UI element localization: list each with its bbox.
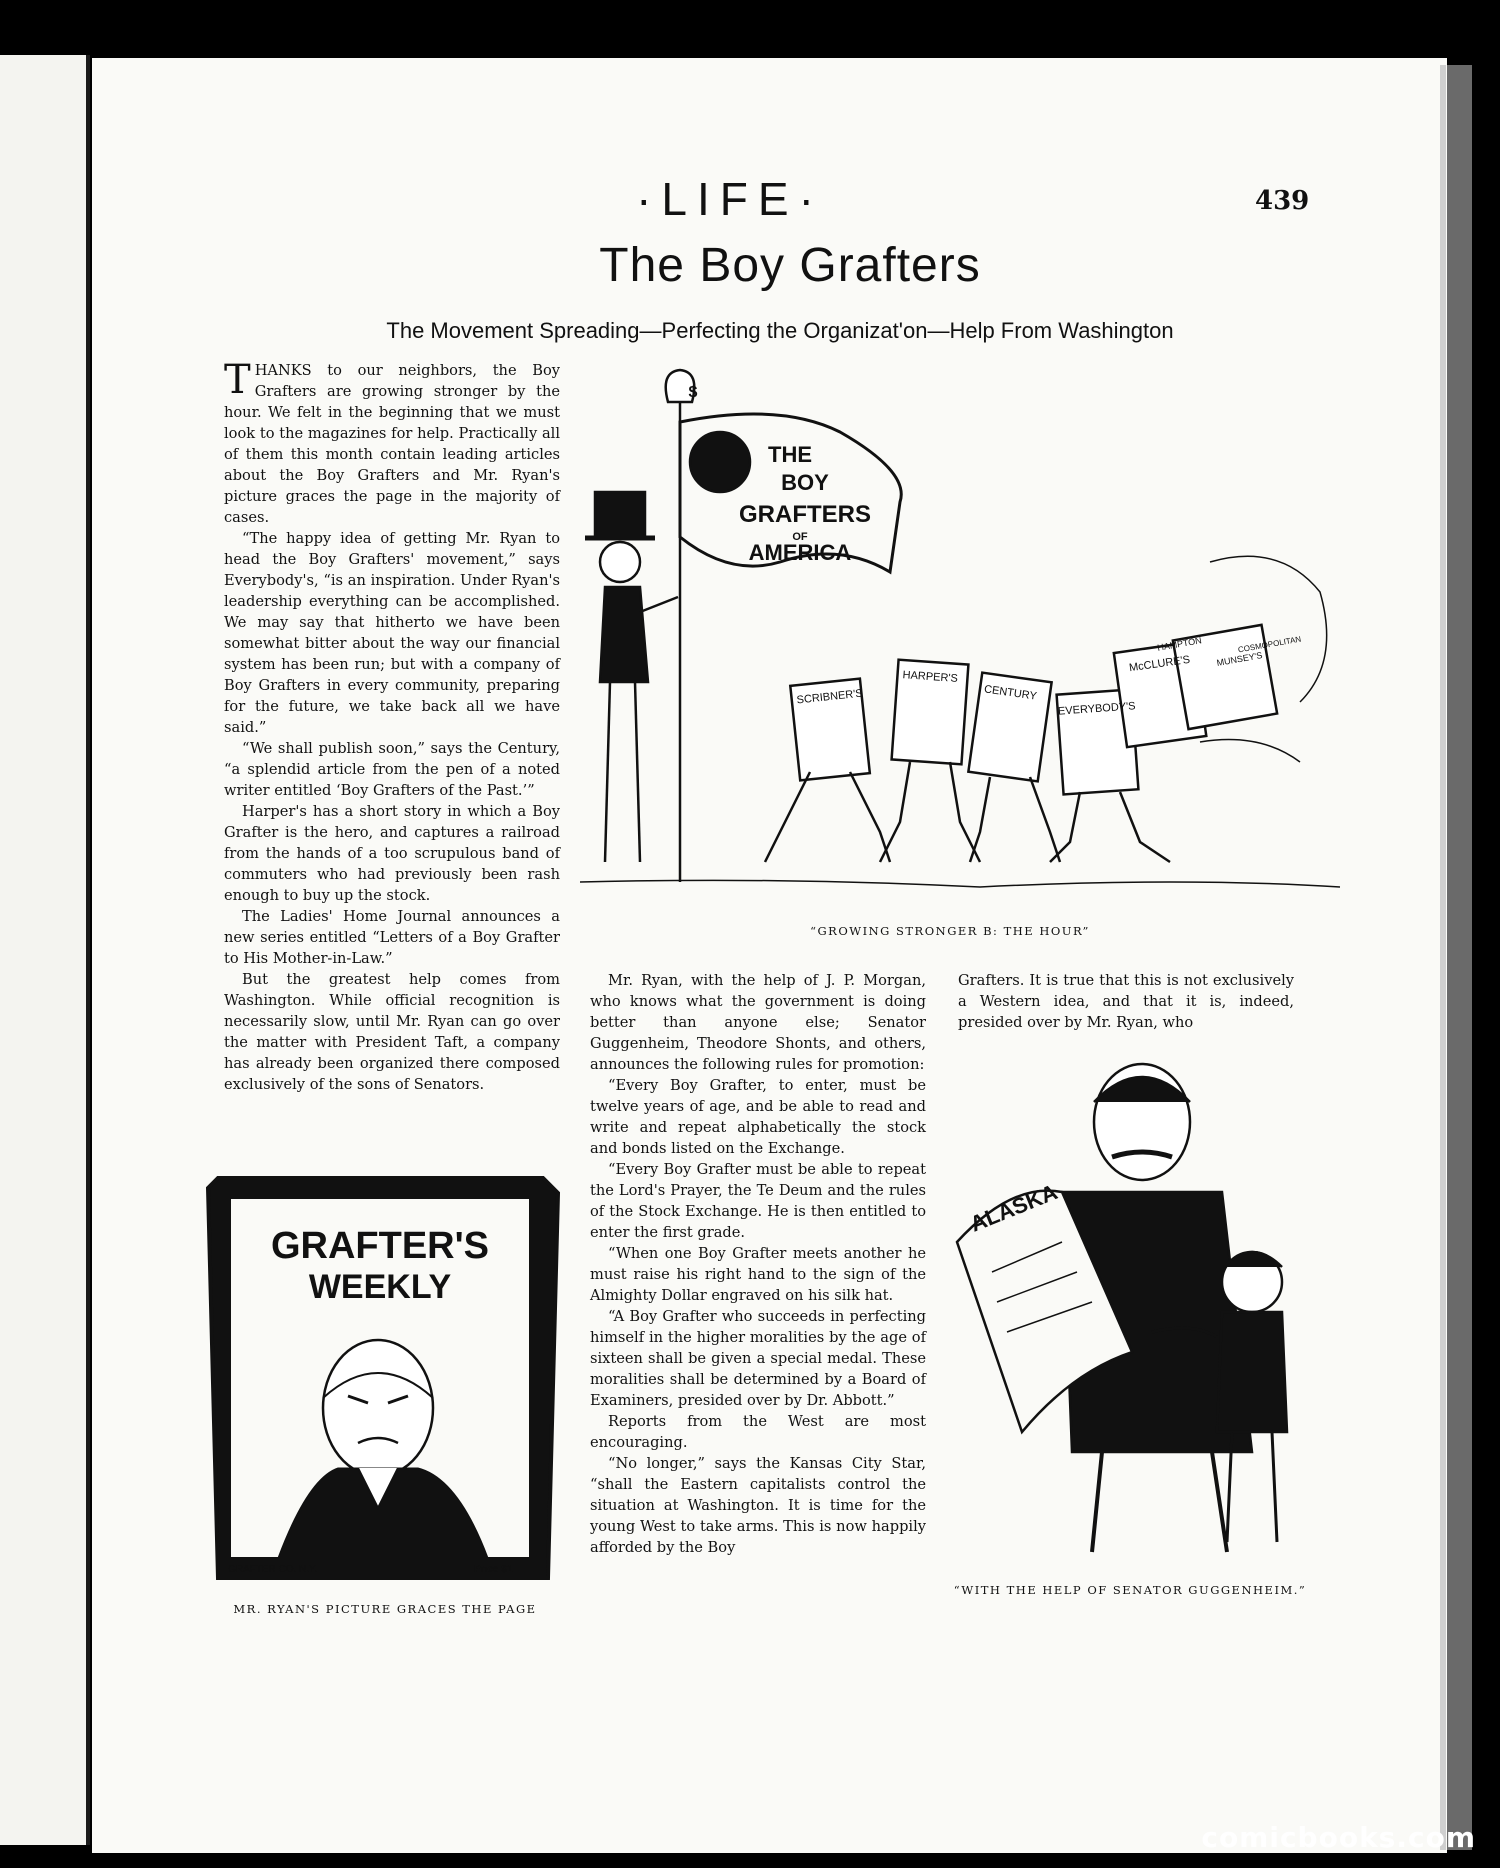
weekly-publisher: GRAFTER CO. N.Y. xyxy=(228,1564,318,1575)
text-column-3 xyxy=(958,970,1294,1033)
gutter-shadow xyxy=(86,55,90,1845)
paragraph: Reports from the West are most encouraging. xyxy=(590,1413,926,1451)
text-column-1 xyxy=(224,357,560,1095)
paragraph: Grafters. It is true that this is not exclusively a Western idea, and that it is, indeed, presided over by Mr. Ryan, who xyxy=(958,972,1294,1031)
magazine-label: SCRIBNER'S xyxy=(796,687,864,707)
flag-text-line: AMERICA xyxy=(748,540,852,565)
paragraph: Harper's has a short story in which a Boy Grafter is the hero, and captures a railroad from the hands of a too scrupulous band of commuters who had previously been rash enough to buy up the stock. xyxy=(224,803,560,904)
paragraph: “The happy idea of getting Mr. Ryan to head the Boy Grafters' movement,” says Everybody's, “is an inspiration. Under Ryan's leadership everything can be accomplished. We may say that hitherto we have been somewhat bitter about the way our financial system has been run; but with a company of Boy Grafters in every community, preparing for the future, we take back all we have said.” xyxy=(224,530,560,736)
flag-text-line: THE xyxy=(768,442,812,467)
magazine-label: McCLURE'S xyxy=(1128,653,1191,675)
money-bag-symbol: $ xyxy=(688,384,698,401)
magazine-label: CENTURY xyxy=(983,683,1038,703)
grafters-weekly-illustration xyxy=(198,1168,568,1588)
senator-guggenheim-illustration xyxy=(952,1052,1332,1572)
page-edge-highlight xyxy=(1440,65,1446,1850)
flag-parade-illustration xyxy=(580,362,1360,912)
drop-cap: T xyxy=(224,357,251,403)
magazine-masthead: ·LIFE· xyxy=(636,173,824,225)
paragraph: Mr. Ryan, with the help of J. P. Morgan, who knows what the government is doing better than anyone else; Senator Guggenheim, Theodore Shonts, and others, announces the following rules for promotion: xyxy=(590,972,926,1073)
flag-illustration-caption: “GROWING STRONGER B: THE HOUR” xyxy=(810,924,1090,938)
weekly-price: Price $1 xyxy=(474,1564,513,1575)
page-number: 439 xyxy=(1255,186,1310,216)
paragraph: “A Boy Grafter who succeeds in perfecting himself in the higher moralities by the age of sixteen shall be given a special medal. These moralities shall be determined by a Board of Examiners, presided over by Dr. Abbott.” xyxy=(590,1308,926,1409)
article-subtitle: The Movement Spreading—Perfecting the Organizat'on—Help From Washington xyxy=(386,318,1174,343)
weekly-masthead-line2: WEEKLY xyxy=(308,1268,452,1306)
weekly-masthead-line1: GRAFTER'S xyxy=(270,1225,490,1267)
magazine-label: HARPER'S xyxy=(902,669,959,685)
paragraph: “Every Boy Grafter must be able to repeat the Lord's Prayer, the Te Deum and the rules of the Stock Exchange. He is then entitled to enter the first grade. xyxy=(590,1161,926,1241)
paragraph: “Every Boy Grafter, to enter, must be twelve years of age, and be able to read and write and repeat alphabetically the stock and bonds listed on the Exchange. xyxy=(590,1077,926,1157)
magazine-label: HAMPTON xyxy=(1156,635,1203,653)
newspaper-headline: ALASKA xyxy=(966,1179,1061,1237)
text-column-2 xyxy=(590,970,926,1558)
paragraph: But the greatest help comes from Washington. While official recognition is necessarily slow, until Mr. Ryan can go over the matter with President Taft, a company has already been organized there composed exclusively of the sons of Senators. xyxy=(224,971,560,1093)
flag-text-line: OF xyxy=(792,531,808,543)
paragraph: “We shall publish soon,” says the Century, “a splendid article from the pen of a noted writer entitled ‘Boy Grafters of the Past.’” xyxy=(224,740,560,799)
paragraph: THANKS to our neighbors, the Boy Grafters are growing stronger by the hour. We felt in the beginning that we must look to the magazines for help. Practically all of them this month contain leading articles about the Boy Grafters and Mr. Ryan's picture graces the page in the majority of cases. xyxy=(224,357,560,526)
book-block-edge xyxy=(1447,65,1472,1850)
flag-text-line: BOY xyxy=(781,470,829,495)
weekly-illustration-caption: MR. RYAN'S PICTURE GRACES THE PAGE xyxy=(233,1602,537,1616)
paragraph: “No longer,” says the Kansas City Star, “shall the Eastern capitalists control the situation at Washington. It is time for the young West to take arms. This is now happily afforded by the Boy xyxy=(590,1455,926,1556)
magazine-label: MUNSEY'S xyxy=(1215,650,1264,668)
article-title: The Boy Grafters xyxy=(599,239,981,292)
magazine-label: EVERYBODY'S xyxy=(1057,700,1136,718)
facing-page-edge xyxy=(0,55,88,1845)
flag-text-line: GRAFTERS xyxy=(739,501,871,528)
paragraph: The Ladies' Home Journal announces a new series entitled “Letters of a Boy Grafter to His Mother-in-Law.” xyxy=(224,908,560,967)
senator-illustration-caption: “WITH THE HELP OF SENATOR GUGGENHEIM.” xyxy=(953,1583,1307,1597)
paragraph: “When one Boy Grafter meets another he must raise his right hand to the sign of the Almighty Dollar engraved on his silk hat. xyxy=(590,1245,926,1304)
magazine-label: COSMOPOLITAN xyxy=(1237,634,1302,655)
site-watermark: comicbooks.com xyxy=(1201,1821,1476,1854)
